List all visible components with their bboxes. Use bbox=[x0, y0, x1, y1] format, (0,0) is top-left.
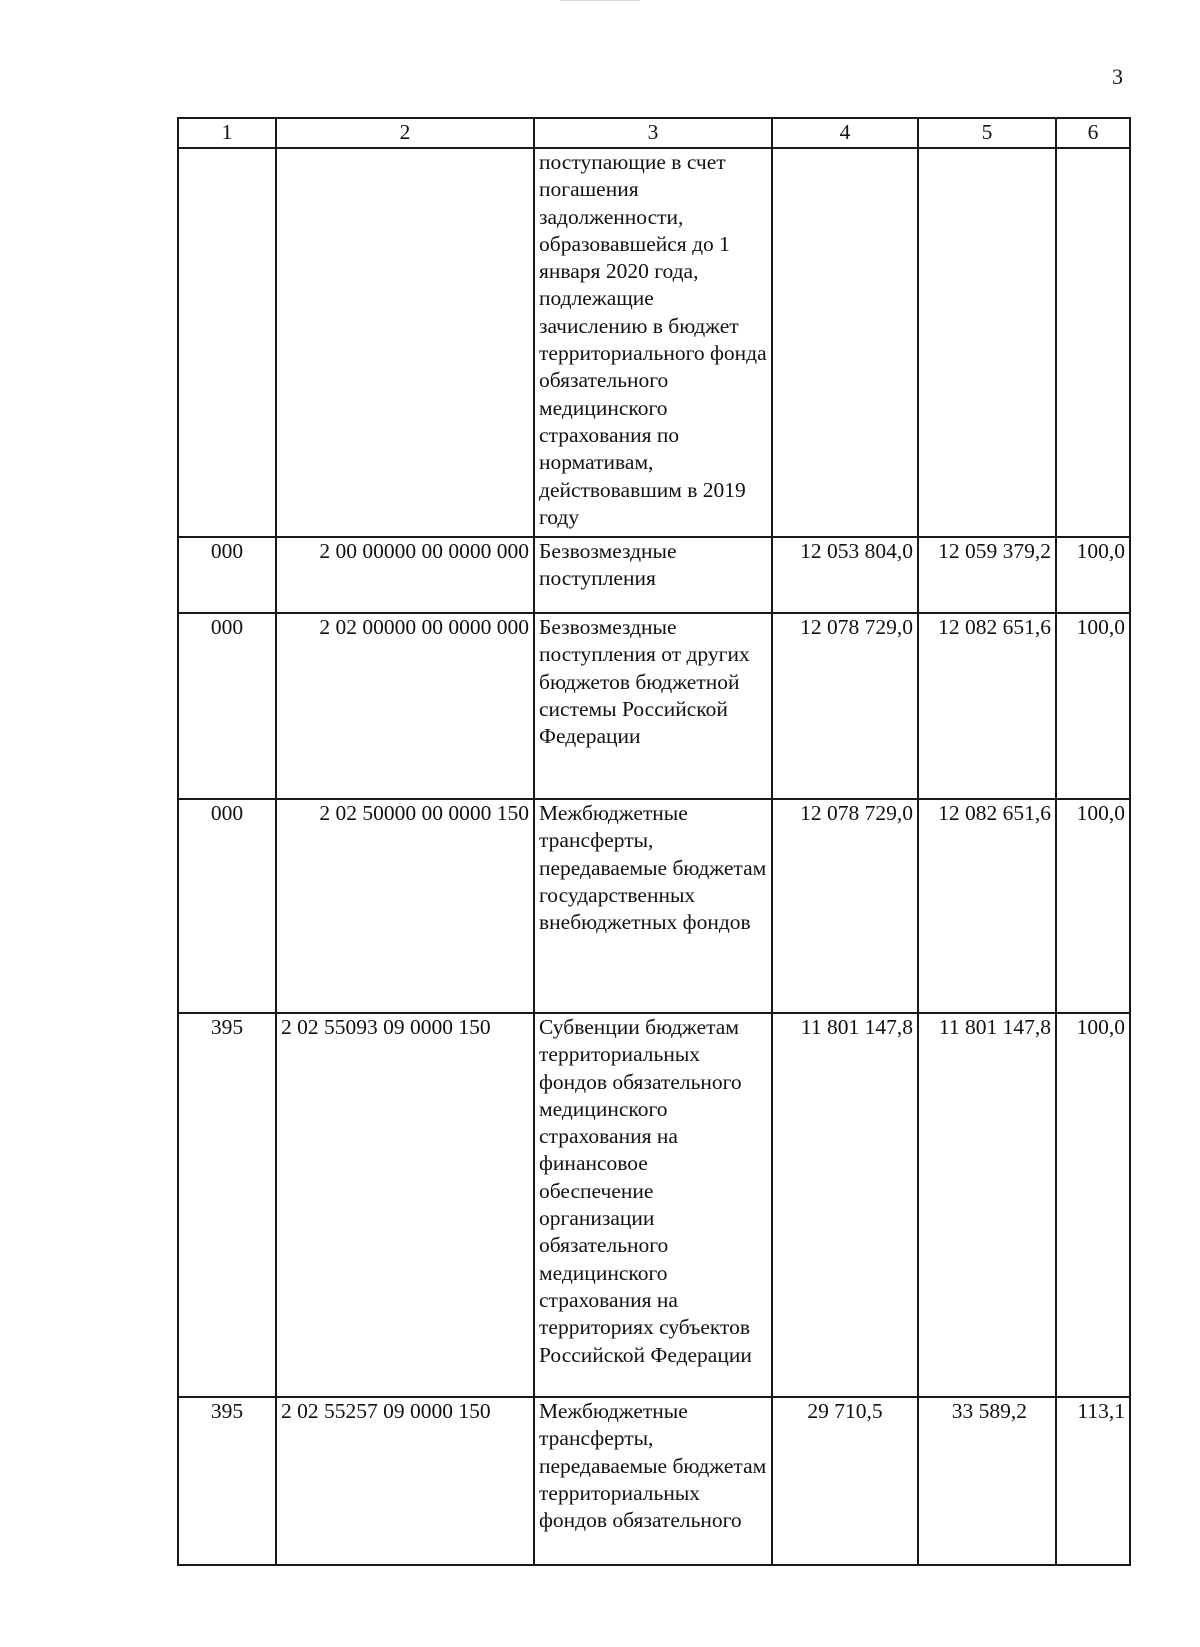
admin-code-cell: 395 bbox=[178, 1397, 276, 1565]
executed-amount-cell: 12 082 651,6 bbox=[918, 799, 1056, 1013]
budget-code-cell: 2 02 55093 09 0000 150 bbox=[276, 1013, 534, 1397]
column-header-4: 4 bbox=[772, 118, 918, 148]
percent-cell: 100,0 bbox=[1056, 613, 1130, 799]
approved-amount-cell bbox=[772, 148, 918, 537]
admin-code-cell bbox=[178, 148, 276, 537]
table-row bbox=[178, 1013, 1130, 1397]
admin-code-cell: 000 bbox=[178, 613, 276, 799]
approved-amount-cell: 12 053 804,0 bbox=[772, 537, 918, 613]
income-name-cell bbox=[534, 148, 772, 537]
income-name-text: Безвозмездные поступления bbox=[539, 539, 677, 591]
income-name-text: Межбюджетные трансферты, передаваемые бюджетам государственных внебюджетных фондов bbox=[539, 801, 767, 935]
executed-amount-cell: 11 801 147,8 bbox=[918, 1013, 1056, 1397]
executed-amount-cell bbox=[918, 148, 1056, 537]
executed-amount-cell: 33 589,2 bbox=[918, 1397, 1056, 1565]
budget-table bbox=[177, 117, 1131, 1566]
executed-amount-cell: 12 082 651,6 bbox=[918, 613, 1056, 799]
income-name-cell bbox=[534, 613, 772, 799]
income-name-cell bbox=[534, 1397, 772, 1565]
income-name-cell bbox=[534, 537, 772, 613]
income-name-text: Межбюджетные трансферты, передаваемые бюджетам территориальных фондов обязательного bbox=[539, 1399, 767, 1533]
admin-code-cell: 000 bbox=[178, 537, 276, 613]
income-name-cell bbox=[534, 1013, 772, 1397]
income-name-text: Субвенции бюджетам территориальных фондов обязательного медицинского страхования на финансовое обеспечение организации обязательного медицинского страхования на территориях субъектов Российской Федерации bbox=[539, 1015, 752, 1367]
executed-amount-cell: 12 059 379,2 bbox=[918, 537, 1056, 613]
page-number: 3 bbox=[1112, 64, 1123, 89]
table-header-row bbox=[178, 118, 1130, 148]
admin-code-cell: 395 bbox=[178, 1013, 276, 1397]
admin-code-cell: 000 bbox=[178, 799, 276, 1013]
table-row bbox=[178, 148, 1130, 537]
percent-cell: 113,1 bbox=[1056, 1397, 1130, 1565]
income-name-text: Безвозмездные поступления от других бюджетов бюджетной системы Российской Федерации bbox=[539, 615, 750, 749]
table-row bbox=[178, 613, 1130, 799]
budget-code-cell bbox=[276, 148, 534, 537]
budget-code-cell: 2 02 55257 09 0000 150 bbox=[276, 1397, 534, 1565]
column-header-3: 3 bbox=[534, 118, 772, 148]
budget-code-cell: 2 00 00000 00 0000 000 bbox=[276, 537, 534, 613]
approved-amount-cell: 11 801 147,8 bbox=[772, 1013, 918, 1397]
budget-code-cell: 2 02 50000 00 0000 150 bbox=[276, 799, 534, 1013]
income-name-text: поступающие в счет погашения задолженности, образовавшейся до 1 января 2020 года, подлежащие зачислению в бюджет территориального фонда обязательного медицинского страхования по нормативам, действовавшим в 2019 году bbox=[539, 150, 767, 529]
column-header-6: 6 bbox=[1056, 118, 1130, 148]
scan-edge-mark bbox=[560, 0, 640, 1]
percent-cell: 100,0 bbox=[1056, 537, 1130, 613]
column-header-1: 1 bbox=[178, 118, 276, 148]
column-header-2: 2 bbox=[276, 118, 534, 148]
percent-cell bbox=[1056, 148, 1130, 537]
column-header-5: 5 bbox=[918, 118, 1056, 148]
table-row bbox=[178, 799, 1130, 1013]
table-row bbox=[178, 1397, 1130, 1565]
percent-cell: 100,0 bbox=[1056, 799, 1130, 1013]
approved-amount-cell: 12 078 729,0 bbox=[772, 613, 918, 799]
percent-cell: 100,0 bbox=[1056, 1013, 1130, 1397]
budget-code-cell: 2 02 00000 00 0000 000 bbox=[276, 613, 534, 799]
approved-amount-cell: 29 710,5 bbox=[772, 1397, 918, 1565]
approved-amount-cell: 12 078 729,0 bbox=[772, 799, 918, 1013]
income-name-cell bbox=[534, 799, 772, 1013]
table-row bbox=[178, 537, 1130, 613]
